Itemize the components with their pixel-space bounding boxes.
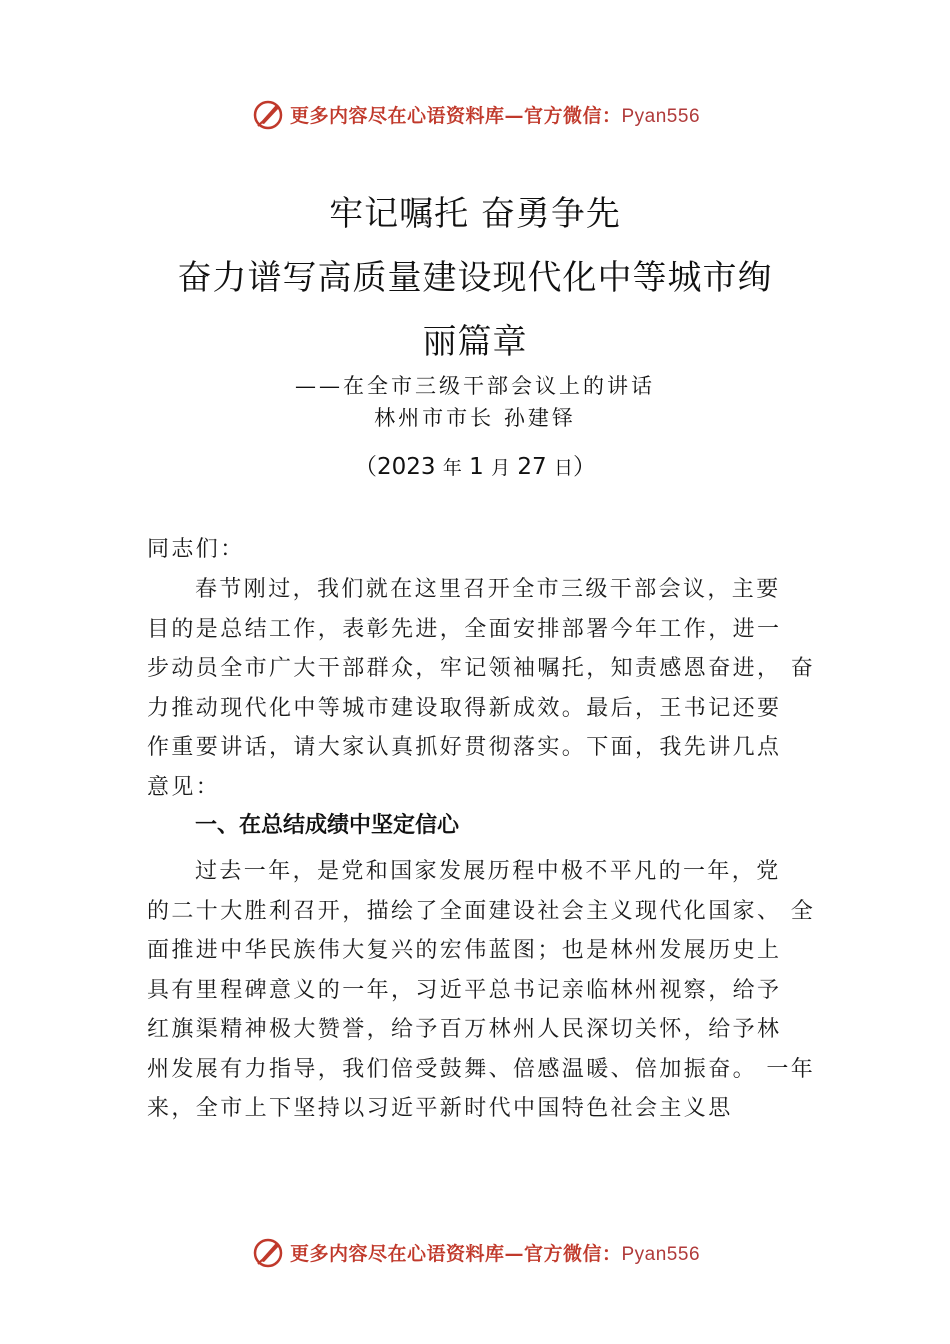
paragraph-line: 来，全市上下坚持以习近平新时代中国特色社会主义思 [147, 1096, 733, 1121]
quill-seal-logo [250, 1234, 286, 1270]
paragraph-line: 步动员全市广大干部群众，牢记领袖嘱托，知责感恩奋进， 奋 [147, 656, 816, 681]
footer-banner [0, 1232, 950, 1272]
paragraph-line: 具有里程碑意义的一年，习近平总书记亲临林州视察，给予 [147, 977, 782, 1003]
wechat-handle: Pyan556 [621, 105, 701, 127]
subtitle-speaker: 林州市市长 孙建铎 [374, 406, 576, 430]
paragraph-line: 意见： [147, 774, 221, 800]
subtitle-occasion: ——在全市三级干部会议上的讲话 [295, 374, 655, 398]
paragraph-line: 作重要讲话，请大家认真抓好贯彻落实。下面，我先讲几点 [147, 735, 782, 760]
banner-text: 更多内容尽在心语资料库—官方微信：Pyan556 [289, 1242, 701, 1265]
quill-seal-logo [250, 96, 286, 132]
paragraph-line: 过去一年，是党和国家发展历程中极不平凡的一年，党 [195, 859, 781, 884]
paragraph-line: 目的是总结工作，表彰先进，全面安排部署今年工作，进一 [147, 616, 782, 642]
paragraph-line: 面推进中华民族伟大复兴的宏伟蓝图；也是林州发展历史上 [147, 938, 782, 963]
paragraph-line: 州发展有力指导，我们倍受鼓舞、倍感温暖、倍加振奋。 一年 [147, 1056, 816, 1082]
banner-text: 更多内容尽在心语资料库—官方微信：Pyan556 [289, 104, 701, 127]
title-line-1: 牢记嘱托 奋勇争先 [329, 194, 621, 234]
section-heading-1: 一、在总结成绩中坚定信心 [195, 813, 460, 838]
paragraph-line: 红旗渠精神极大赞誉，给予百万林州人民深切关怀，给予林 [147, 1017, 782, 1042]
paragraph-line: 的二十大胜利召开，描绘了全面建设社会主义现代化国家、 全 [147, 898, 816, 924]
paragraph-review [147, 852, 827, 1129]
speech-date: （2023 年 1 月 27 日） [353, 454, 597, 480]
title-line-2: 奋力谱写高质量建设现代化中等城市绚 [177, 258, 773, 298]
title-line-3: 丽篇章 [422, 322, 528, 362]
paragraph-line: 春节刚过，我们就在这里召开全市三级干部会议，主要 [195, 577, 781, 602]
paragraph-intro [147, 570, 827, 807]
greeting: 同志们： [147, 537, 245, 562]
wechat-handle: Pyan556 [621, 1243, 701, 1265]
paragraph-line: 力推动现代化中等城市建设取得新成效。最后，王书记还要 [147, 695, 782, 721]
header-banner [0, 94, 950, 134]
